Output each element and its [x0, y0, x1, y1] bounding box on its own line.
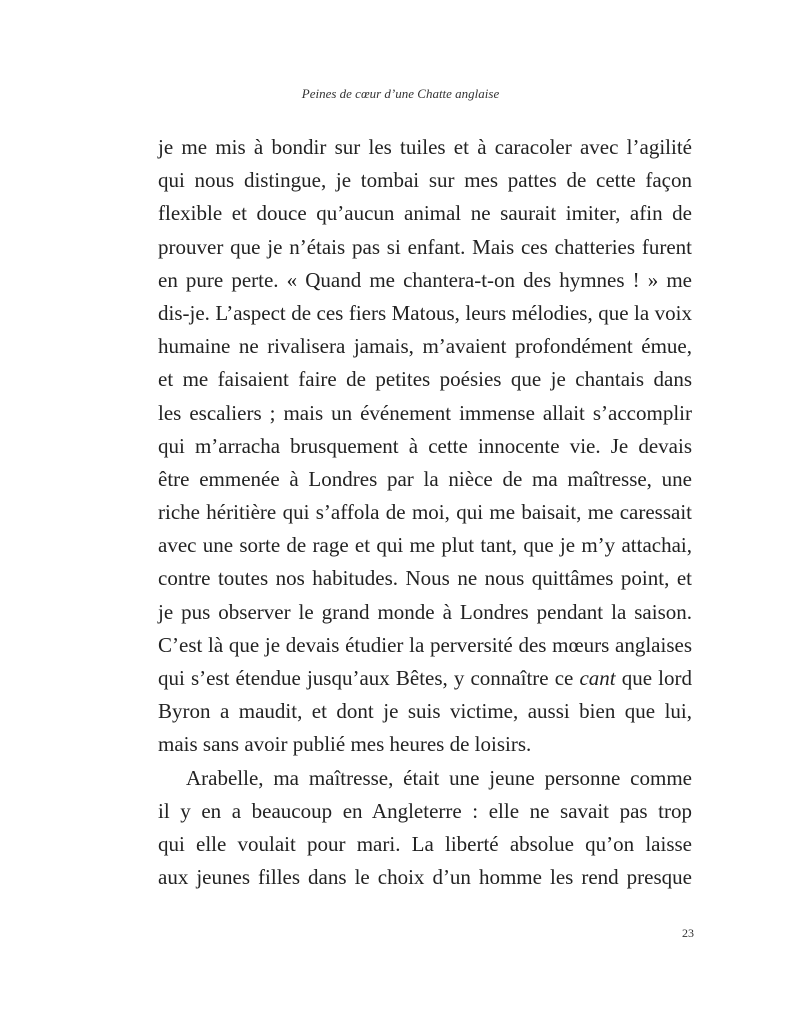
text-line: contre toutes nos habitudes. Nous ne nous quittâmes point, et	[158, 566, 692, 591]
text-line: je pus observer le grand monde à Londres pendant la saison.	[158, 599, 692, 624]
text-line: humaine ne rivalisera jamais, m’avaient profondément émue,	[158, 334, 692, 359]
text-line: flexible et douce qu’aucun animal ne saurait imiter, afin de	[158, 201, 692, 226]
text-line: qui nous distingue, je tombai sur mes pattes de cette façon	[158, 168, 692, 193]
text-segment: qui s’est étendue jusqu’aux Bêtes, y connaître ce	[158, 666, 580, 690]
text-line: riche héritière qui s’affola de moi, qui me baisait, me caressait	[158, 500, 692, 525]
text-line: et me faisaient faire de petites poésies que je chantais dans	[158, 367, 692, 392]
text-line: les escaliers ; mais un événement immense allait s’accomplir	[158, 400, 692, 425]
text-line: qui m’arracha brusquement à cette innocente vie. Je devais	[158, 433, 692, 458]
text-line: Byron a maudit, et dont je suis victime, aussi bien que lui,	[158, 699, 692, 724]
running-head: Peines de cœur d’une Chatte anglaise	[301, 86, 500, 101]
text-line: C’est là que je devais étudier la perversité des mœurs anglaises	[158, 632, 692, 657]
body-text	[158, 131, 692, 894]
page-number: 23	[682, 926, 694, 940]
text-line: je me mis à bondir sur les tuiles et à caracoler avec l’agilité	[158, 135, 692, 159]
text-segment: que lord	[615, 666, 692, 690]
paragraph-end-line: mais sans avoir publié mes heures de loisirs.	[158, 732, 532, 757]
paragraph-first-line: Arabelle, ma maîtresse, était une jeune personne comme	[186, 765, 692, 790]
text-line-with-italic	[158, 662, 692, 695]
italic-word: cant	[579, 666, 616, 690]
text-line: qui elle voulait pour mari. La liberté absolue qu’on laisse	[158, 831, 692, 856]
text-line: aux jeunes filles dans le choix d’un homme les rend presque	[158, 865, 692, 890]
text-line: avec une sorte de rage et qui me plut tant, que je m’y attachai,	[158, 533, 692, 558]
text-line: il y en a beaucoup en Angleterre : elle ne savait pas trop	[158, 798, 692, 823]
text-line: être emmenée à Londres par la nièce de ma maîtresse, une	[158, 466, 692, 491]
text-line: en pure perte. « Quand me chantera-t-on des hymnes ! » me	[158, 267, 692, 292]
text-line: prouver que je n’étais pas si enfant. Mais ces chatteries furent	[158, 234, 692, 259]
text-line: dis-je. L’aspect de ces fiers Matous, leurs mélodies, que la voix	[158, 300, 692, 325]
